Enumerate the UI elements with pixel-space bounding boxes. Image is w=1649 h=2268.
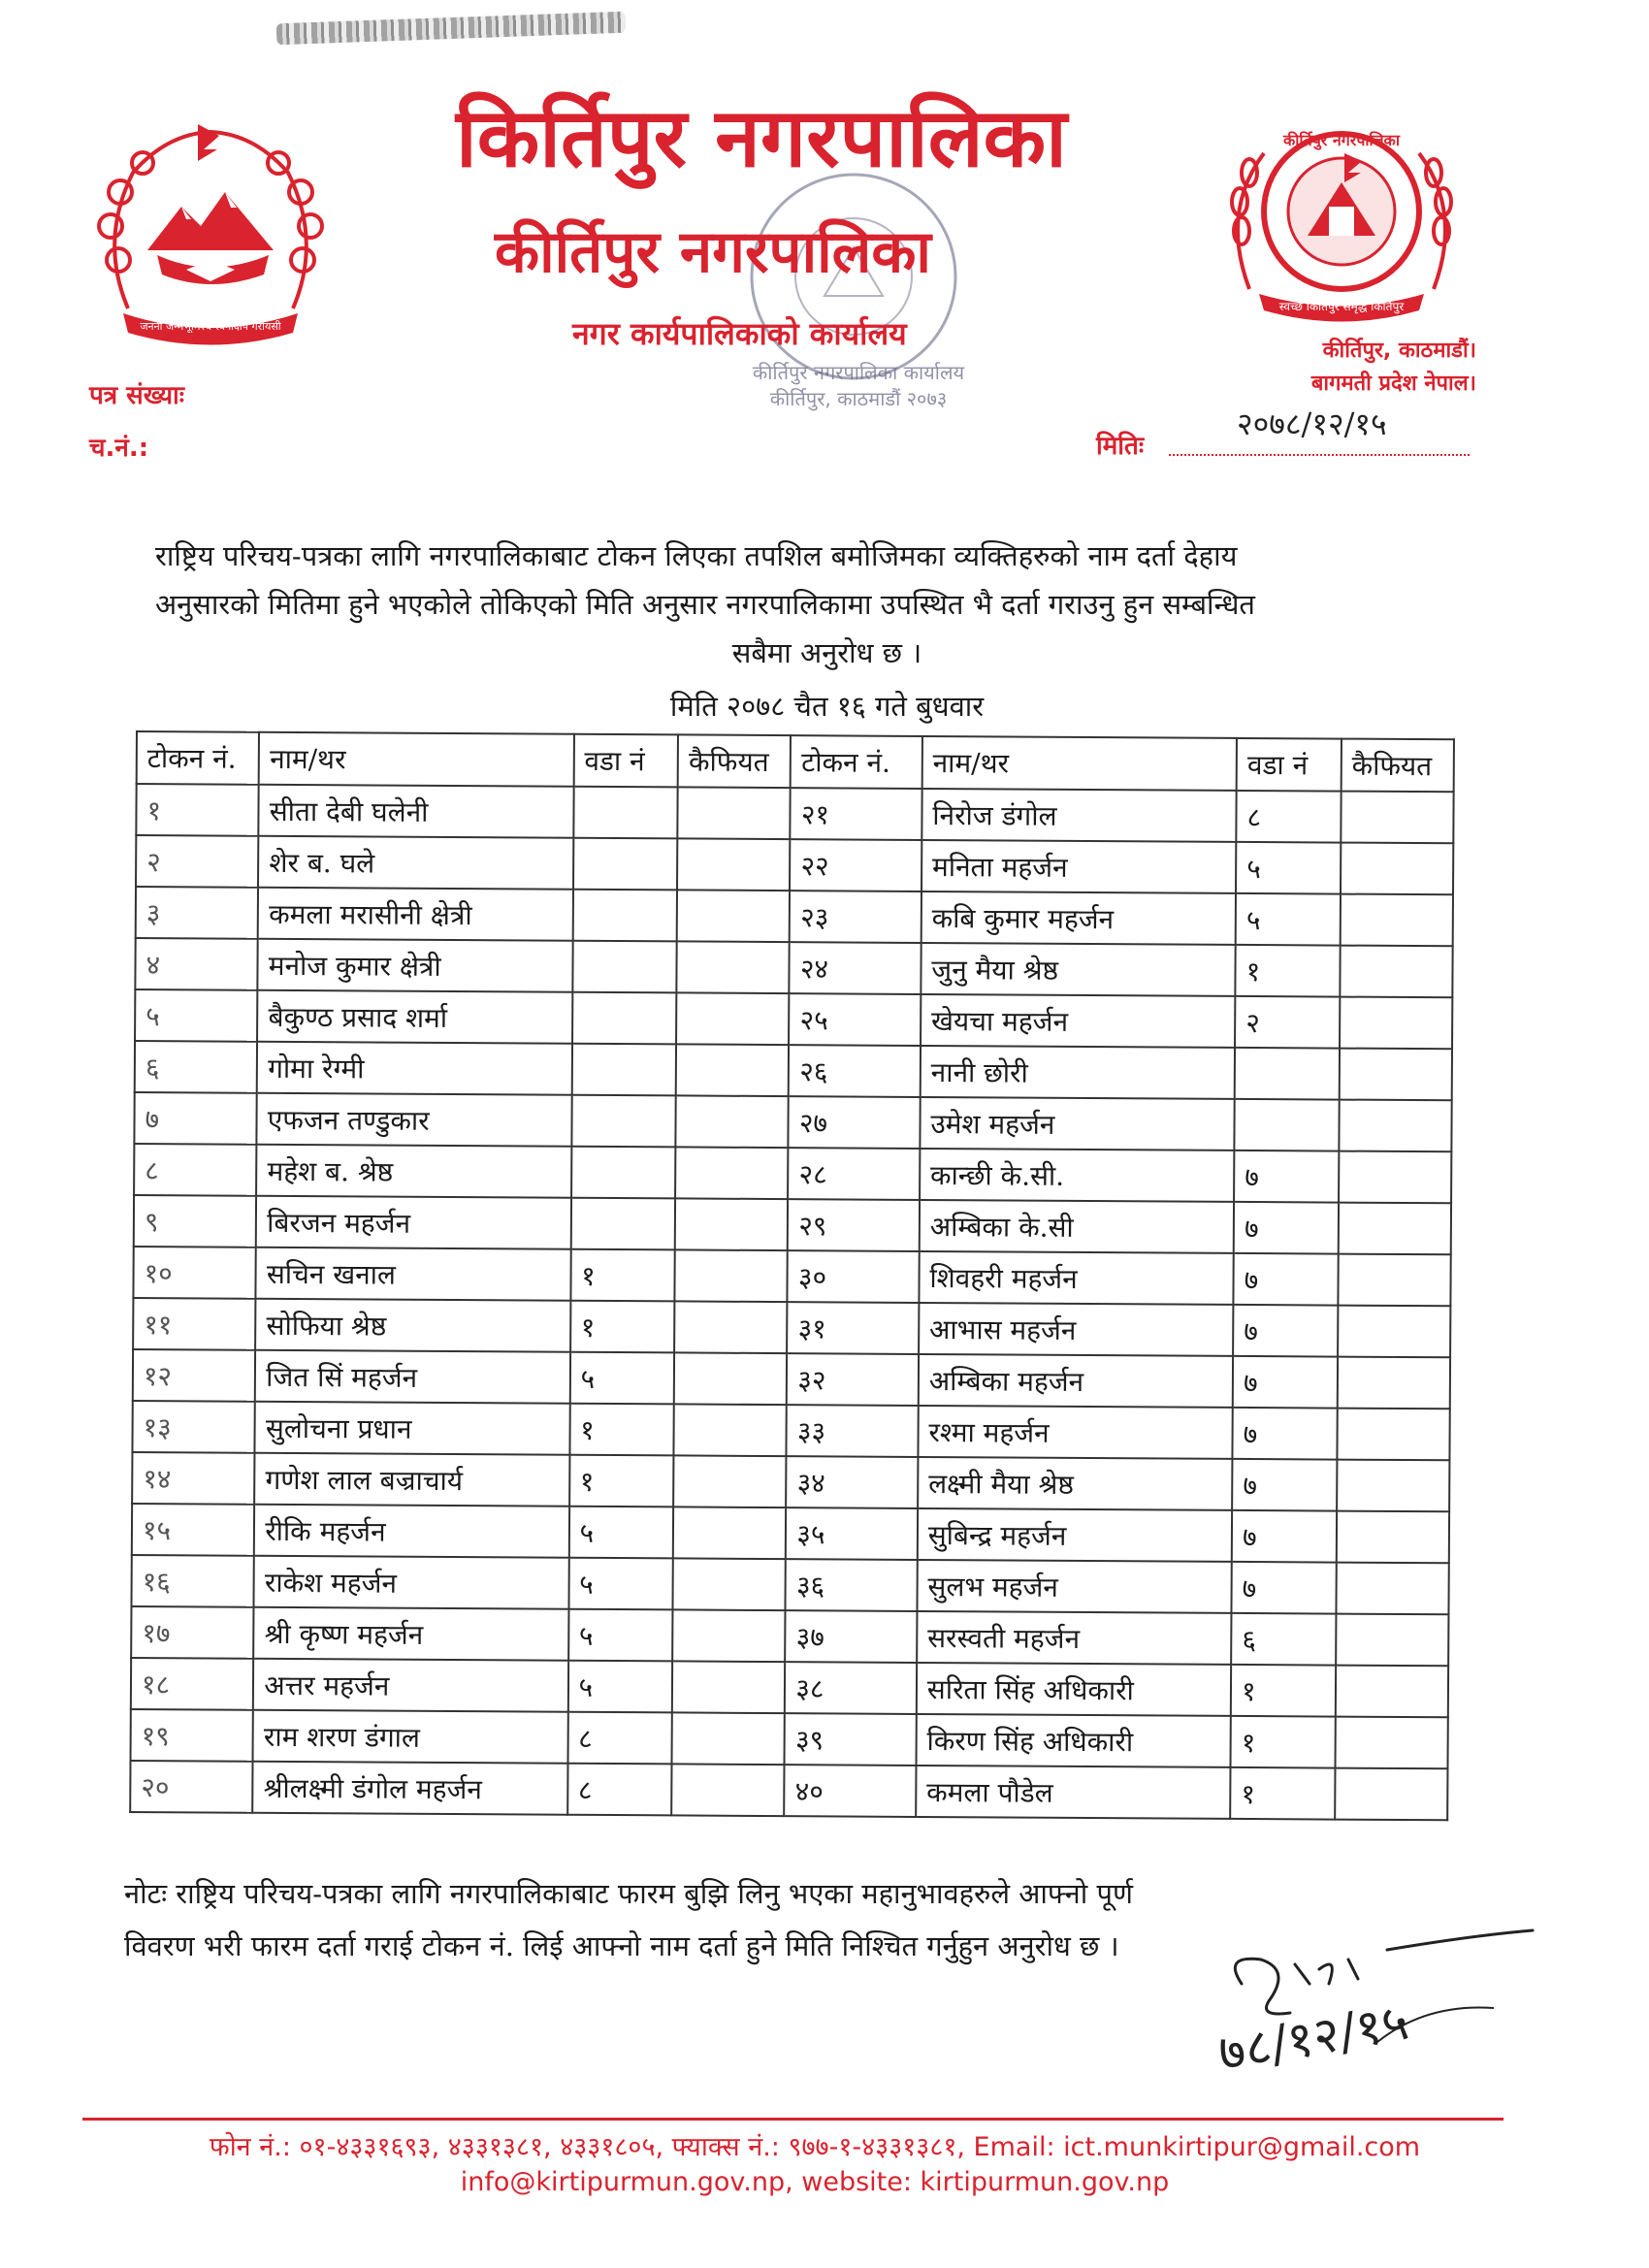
cell-name-left: रीकि महर्जन bbox=[254, 1505, 569, 1558]
cell-ward-right: ६ bbox=[1231, 1613, 1336, 1666]
cell-remarks-right bbox=[1341, 843, 1453, 895]
cell-ward-right: ७ bbox=[1234, 1253, 1339, 1306]
cell-remarks-right bbox=[1336, 1614, 1448, 1667]
col-remarks-left: कैफियत bbox=[678, 734, 791, 788]
footer-divider bbox=[82, 2118, 1504, 2121]
token-table bbox=[129, 730, 1455, 1821]
table-row bbox=[134, 1144, 1451, 1203]
cell-remarks-left bbox=[675, 1249, 788, 1302]
cell-remarks-left bbox=[674, 1352, 787, 1405]
table-row bbox=[133, 1298, 1450, 1357]
cell-token-left: २० bbox=[130, 1761, 253, 1813]
cell-remarks-right bbox=[1337, 1409, 1449, 1461]
col-token-right: टोकन नं. bbox=[791, 735, 922, 789]
table-row bbox=[133, 1349, 1450, 1409]
cell-remarks-left bbox=[675, 1198, 788, 1250]
cell-remarks-right bbox=[1339, 1100, 1451, 1152]
cell-remarks-right bbox=[1338, 1306, 1450, 1358]
intro-line-2: अनुसारको मितिमा हुने भएकोले तोकिएको मिति अनुसार नगरपालिकामा उपस्थित भै दर्ता गराउनु हुन सम्बन्धित bbox=[155, 588, 1255, 621]
col-remarks-right: कैफियत bbox=[1341, 739, 1453, 793]
cell-token-right: ३७ bbox=[786, 1610, 918, 1663]
col-name-left: नाम/थर bbox=[259, 732, 574, 787]
cell-remarks-left bbox=[673, 1507, 786, 1559]
cell-name-left: अत्तर महर्जन bbox=[253, 1659, 568, 1712]
date-value: २०७८/१२/१५ bbox=[1237, 405, 1387, 442]
cell-token-left: २ bbox=[136, 835, 259, 888]
cell-token-right: ३१ bbox=[787, 1302, 919, 1354]
cell-name-left: श्री कृष्ण महर्जन bbox=[253, 1607, 568, 1661]
cell-name-left: बिरजन महर्जन bbox=[256, 1196, 571, 1249]
cell-remarks-right bbox=[1336, 1666, 1448, 1718]
cell-ward-left bbox=[572, 941, 677, 993]
cell-ward-left: ८ bbox=[567, 1764, 672, 1816]
cell-remarks-right bbox=[1339, 1151, 1451, 1204]
cell-remarks-left bbox=[678, 787, 791, 839]
cell-name-left: बैकुण्ठ प्रसाद शर्मा bbox=[257, 990, 572, 1044]
cell-ward-right: ७ bbox=[1232, 1562, 1337, 1614]
cell-ward-left bbox=[573, 838, 678, 891]
table-row bbox=[134, 1092, 1451, 1151]
dispatch-number-label: च.नं.: bbox=[89, 434, 149, 463]
cell-name-right: सरिता सिंह अधिकारी bbox=[917, 1663, 1232, 1716]
table-row bbox=[131, 1709, 1448, 1768]
cell-name-left: मनोज कुमार क्षेत्री bbox=[258, 939, 573, 992]
cell-token-left: ९ bbox=[134, 1195, 257, 1247]
cell-name-right: रश्मा महर्जन bbox=[918, 1406, 1233, 1459]
cell-token-right: ३२ bbox=[787, 1353, 919, 1406]
cell-name-right: अम्बिका महर्जन bbox=[919, 1354, 1234, 1408]
kirtipur-logo-icon bbox=[1220, 114, 1463, 323]
cell-ward-left bbox=[573, 787, 678, 839]
cell-name-right: कान्छी के.सी. bbox=[920, 1149, 1235, 1202]
cell-token-left: ६ bbox=[135, 1041, 258, 1093]
cell-name-right: सरस्वती महर्जन bbox=[917, 1611, 1232, 1665]
cell-name-right: सुलभ महर्जन bbox=[917, 1560, 1232, 1613]
cell-ward-right: ७ bbox=[1233, 1356, 1338, 1409]
cell-token-right: ३३ bbox=[787, 1405, 919, 1457]
cell-token-right: २९ bbox=[788, 1199, 920, 1251]
cell-ward-right: १ bbox=[1231, 1665, 1336, 1717]
cell-name-right: जुनु मैया श्रेष्ठ bbox=[921, 943, 1236, 996]
table-row bbox=[131, 1658, 1448, 1717]
cell-ward-left: १ bbox=[570, 1249, 675, 1302]
cell-name-left: राम शरण डंगाल bbox=[253, 1710, 568, 1764]
cell-token-left: १७ bbox=[131, 1606, 254, 1659]
signature-date: ७८/१२/१५ bbox=[1213, 1993, 1413, 2084]
cell-ward-left: ५ bbox=[569, 1352, 674, 1405]
note-line-2: विवरण भरी फारम दर्ता गराई टोकन नं. लिई आफ्नो नाम दर्ता हुने मिति निश्चित गर्नुहुन अनुरोध छ । bbox=[124, 1929, 1119, 1962]
cell-token-right: २५ bbox=[789, 993, 921, 1046]
cell-ward-right: १ bbox=[1235, 945, 1340, 997]
cell-token-left: १६ bbox=[131, 1555, 254, 1607]
cell-name-right: शिवहरी महर्जन bbox=[919, 1251, 1234, 1305]
token-table-body bbox=[130, 784, 1453, 1820]
cell-ward-right: २ bbox=[1235, 996, 1340, 1049]
cell-name-right: आभास महर्जन bbox=[919, 1303, 1234, 1356]
cell-remarks-right bbox=[1335, 1717, 1447, 1769]
cell-remarks-left bbox=[676, 1095, 789, 1148]
col-ward-left: वडा नं bbox=[573, 734, 678, 788]
cell-remarks-right bbox=[1338, 1254, 1450, 1307]
cell-ward-left: ८ bbox=[567, 1712, 672, 1765]
cell-ward-left: ५ bbox=[568, 1609, 673, 1662]
table-row bbox=[135, 1041, 1452, 1100]
cell-name-left: श्रीलक्ष्मी डंगोल महर्जन bbox=[252, 1762, 567, 1815]
cell-name-right: अम्बिका के.सी bbox=[920, 1200, 1235, 1253]
cell-token-left: ११ bbox=[133, 1298, 256, 1350]
table-row bbox=[132, 1452, 1449, 1511]
table-date: मिति २०७८ चैत १६ गते बुधवार bbox=[669, 690, 985, 723]
cell-remarks-left bbox=[677, 890, 790, 942]
cell-name-left: सोफिया श्रेष्ठ bbox=[255, 1299, 570, 1352]
note-line-1: नोटः राष्ट्रिय परिचय-पत्रका लागि नगरपालिकाबाट फारम बुझि लिनु भएका महानुभावहरुले आफ्नो पूर्ण bbox=[124, 1877, 1133, 1910]
cell-token-right: ३८ bbox=[785, 1662, 917, 1714]
cell-ward-left: ५ bbox=[567, 1661, 672, 1713]
letter-number-label: पत्र संख्याः bbox=[89, 381, 185, 410]
cell-name-right: लक्ष्मी मैया श्रेष्ठ bbox=[918, 1457, 1233, 1510]
cell-token-left: ४ bbox=[135, 938, 258, 990]
cell-ward-left bbox=[572, 992, 677, 1045]
cell-name-right: कबि कुमार महर्जन bbox=[922, 891, 1237, 945]
cell-ward-right: ७ bbox=[1234, 1202, 1339, 1254]
cell-ward-left: १ bbox=[569, 1455, 674, 1507]
cell-token-left: १ bbox=[136, 784, 259, 836]
cell-name-right: निरोज डंगोल bbox=[922, 789, 1237, 842]
stamp-text: कीर्तिपुर नगरपालिका कार्यालय कीर्तिपुर, काठमाडौं २०७३ bbox=[752, 361, 965, 410]
cell-name-right: नानी छोरी bbox=[921, 1046, 1236, 1099]
footer-contact: फोन नं.: ०१-४३३१६९३, ४३३१३८१, ४३३१८०५, फ्याक्स नं.: ९७७-१-४३३१३८१, Email: ict.munkirtipur@gmail.com bbox=[209, 2132, 1421, 2162]
cell-name-left: जित सिं महर्जन bbox=[255, 1350, 570, 1404]
cell-name-right: खेयचा महर्जन bbox=[921, 994, 1236, 1048]
col-ward-right: वडा नं bbox=[1237, 738, 1342, 792]
cell-remarks-right bbox=[1335, 1768, 1447, 1821]
cell-token-left: ७ bbox=[134, 1092, 257, 1145]
cell-remarks-left bbox=[672, 1712, 785, 1765]
table-row bbox=[135, 989, 1452, 1049]
cell-token-right: ३४ bbox=[787, 1456, 919, 1508]
cell-token-left: ३ bbox=[136, 887, 259, 939]
cell-ward-right bbox=[1235, 1099, 1340, 1151]
cell-remarks-right bbox=[1341, 894, 1453, 947]
table-row bbox=[132, 1401, 1449, 1460]
col-token-left: टोकन नं. bbox=[137, 731, 260, 785]
cell-name-right: मनिता महर्जन bbox=[922, 840, 1237, 893]
cell-name-left: सचिन खनाल bbox=[256, 1247, 571, 1301]
cell-token-right: २४ bbox=[790, 942, 922, 994]
office-address bbox=[1311, 335, 1476, 401]
table-row bbox=[131, 1555, 1448, 1614]
cell-remarks-right bbox=[1340, 997, 1452, 1050]
cell-remarks-right bbox=[1338, 1357, 1450, 1409]
address-line-1: कीर्तिपुर, काठमाडौं। bbox=[1322, 339, 1476, 363]
cell-name-right: किरण सिंह अधिकारी bbox=[916, 1714, 1231, 1767]
cell-remarks-right bbox=[1336, 1563, 1448, 1615]
cell-remarks-left bbox=[673, 1455, 786, 1507]
cell-token-right: ३५ bbox=[786, 1507, 918, 1560]
cell-remarks-left bbox=[676, 1044, 789, 1096]
nepal-emblem-icon bbox=[89, 114, 332, 347]
table-row bbox=[136, 835, 1453, 894]
table-row bbox=[136, 784, 1453, 843]
cell-ward-right: ७ bbox=[1233, 1408, 1338, 1460]
cell-ward-left: १ bbox=[570, 1301, 675, 1353]
cell-name-left: महेश ब. श्रेष्ठ bbox=[256, 1145, 571, 1198]
intro-paragraph bbox=[155, 532, 1499, 629]
cell-remarks-right bbox=[1337, 1511, 1449, 1564]
cell-remarks-right bbox=[1340, 946, 1452, 998]
table-row bbox=[132, 1504, 1449, 1563]
table-row bbox=[133, 1247, 1450, 1306]
table-row bbox=[130, 1761, 1447, 1820]
cell-name-left: गोमा रेग्मी bbox=[257, 1042, 572, 1095]
cell-remarks-left bbox=[671, 1764, 784, 1816]
cell-remarks-right bbox=[1340, 1049, 1452, 1101]
address-line-2: बागमती प्रदेश नेपाल। bbox=[1310, 372, 1476, 396]
cell-token-right: २१ bbox=[791, 788, 922, 840]
cell-token-right: २३ bbox=[790, 891, 922, 943]
cell-ward-left: ५ bbox=[568, 1507, 673, 1559]
office-subtitle: नगर कार्यपालिकाको कार्यालय bbox=[572, 315, 907, 352]
cell-ward-left bbox=[570, 1198, 675, 1250]
cell-token-left: १३ bbox=[132, 1401, 255, 1453]
cell-token-left: १९ bbox=[131, 1709, 254, 1762]
cell-remarks-left bbox=[673, 1558, 786, 1610]
cell-ward-left bbox=[571, 1095, 676, 1148]
table-row bbox=[131, 1606, 1448, 1666]
cell-remarks-right bbox=[1339, 1203, 1451, 1255]
cell-token-left: १० bbox=[133, 1247, 256, 1299]
table-header-row bbox=[137, 731, 1454, 792]
cell-name-left: एफजन तण्डुकार bbox=[257, 1093, 572, 1147]
note-paragraph bbox=[124, 1867, 1346, 1972]
cell-ward-right: ७ bbox=[1232, 1459, 1337, 1511]
cell-token-right: ४० bbox=[785, 1765, 917, 1817]
cell-ward-left bbox=[571, 1147, 676, 1199]
cell-remarks-left bbox=[674, 1404, 787, 1456]
cell-name-left: कमला मरासीनी क्षेत्री bbox=[258, 888, 573, 941]
cell-ward-right: ७ bbox=[1233, 1305, 1338, 1357]
col-name-right: नाम/थर bbox=[922, 736, 1238, 791]
cell-token-left: ५ bbox=[135, 989, 258, 1042]
cell-ward-right: ५ bbox=[1236, 842, 1341, 894]
cell-ward-right: ५ bbox=[1236, 893, 1341, 946]
cell-remarks-left bbox=[672, 1609, 785, 1662]
scan-artifact bbox=[276, 12, 627, 46]
cell-ward-left bbox=[571, 1044, 676, 1096]
cell-remarks-right bbox=[1337, 1460, 1449, 1512]
cell-remarks-left bbox=[672, 1661, 785, 1713]
cell-ward-left: ५ bbox=[568, 1558, 673, 1610]
municipality-title: कीर्तिपुर नगरपालिका bbox=[495, 218, 931, 286]
cell-ward-left: १ bbox=[569, 1404, 674, 1456]
cell-token-right: ३६ bbox=[786, 1559, 918, 1611]
cell-name-right: कमला पौडेल bbox=[916, 1766, 1231, 1819]
cell-token-right: २६ bbox=[789, 1045, 921, 1097]
cell-token-right: २८ bbox=[788, 1148, 920, 1200]
cell-ward-right: ७ bbox=[1232, 1510, 1337, 1563]
logo-ring-text: कीर्तिपुर नगरपालिका bbox=[1283, 131, 1400, 149]
table-row bbox=[136, 887, 1453, 946]
logo-motto: स्वच्छ किर्तिपुर समृद्ध किर्तिपुर bbox=[1278, 300, 1405, 313]
cell-ward-right: ८ bbox=[1236, 791, 1341, 843]
cell-name-right: सुबिन्द्र महर्जन bbox=[918, 1508, 1233, 1562]
cell-token-left: ८ bbox=[134, 1144, 257, 1196]
emblem-motto: जननी जन्मभूमिश्च स्वर्गादपि गरीयसी bbox=[140, 320, 281, 333]
signature-icon bbox=[1203, 1926, 1552, 2090]
cell-token-right: २७ bbox=[789, 1096, 921, 1149]
cell-token-right: ३० bbox=[788, 1250, 920, 1303]
cell-ward-right bbox=[1235, 1048, 1340, 1100]
intro-line-3: सबैमा अनुरोध छ । bbox=[731, 636, 922, 669]
cell-name-left: सीता देबी घलेनी bbox=[259, 785, 574, 838]
cell-name-right: उमेश महर्जन bbox=[920, 1097, 1235, 1150]
title-stylized: किर्तिपुर नगरपालिका bbox=[456, 89, 1067, 185]
cell-remarks-left bbox=[674, 1301, 787, 1353]
cell-ward-left bbox=[572, 890, 677, 942]
cell-remarks-left bbox=[676, 992, 789, 1045]
cell-name-left: गणेश लाल बज्राचार्य bbox=[254, 1453, 569, 1507]
cell-remarks-left bbox=[677, 941, 790, 993]
date-line bbox=[1169, 454, 1470, 456]
cell-name-left: राकेश महर्जन bbox=[254, 1556, 569, 1609]
cell-ward-right: ७ bbox=[1234, 1150, 1339, 1203]
cell-token-right: ३९ bbox=[785, 1713, 917, 1766]
cell-remarks-right bbox=[1341, 792, 1453, 844]
cell-remarks-left bbox=[677, 838, 790, 891]
date-label: मितिः bbox=[1096, 432, 1145, 461]
cell-token-left: १२ bbox=[133, 1349, 256, 1402]
intro-line-1: राष्ट्रिय परिचय-पत्रका लागि नगरपालिकाबाट टोकन लिएका तपशिल बमोजिमका व्यक्तिहरुको नाम दर्ता देहाय bbox=[155, 539, 1238, 572]
cell-ward-right: १ bbox=[1230, 1767, 1335, 1820]
footer-website: info@kirtipurmun.gov.np, website: kirtipurmun.gov.np bbox=[460, 2167, 1170, 2197]
cell-token-left: १४ bbox=[132, 1452, 255, 1505]
cell-token-left: १८ bbox=[131, 1658, 254, 1710]
cell-name-left: शेर ब. घले bbox=[258, 836, 573, 890]
table-row bbox=[135, 938, 1452, 997]
cell-token-right: २२ bbox=[790, 839, 922, 891]
table-row bbox=[134, 1195, 1451, 1254]
cell-name-left: सुलोचना प्रधान bbox=[255, 1402, 570, 1455]
cell-remarks-left bbox=[675, 1147, 788, 1199]
cell-token-left: १५ bbox=[132, 1504, 255, 1556]
cell-ward-right: १ bbox=[1231, 1716, 1336, 1768]
